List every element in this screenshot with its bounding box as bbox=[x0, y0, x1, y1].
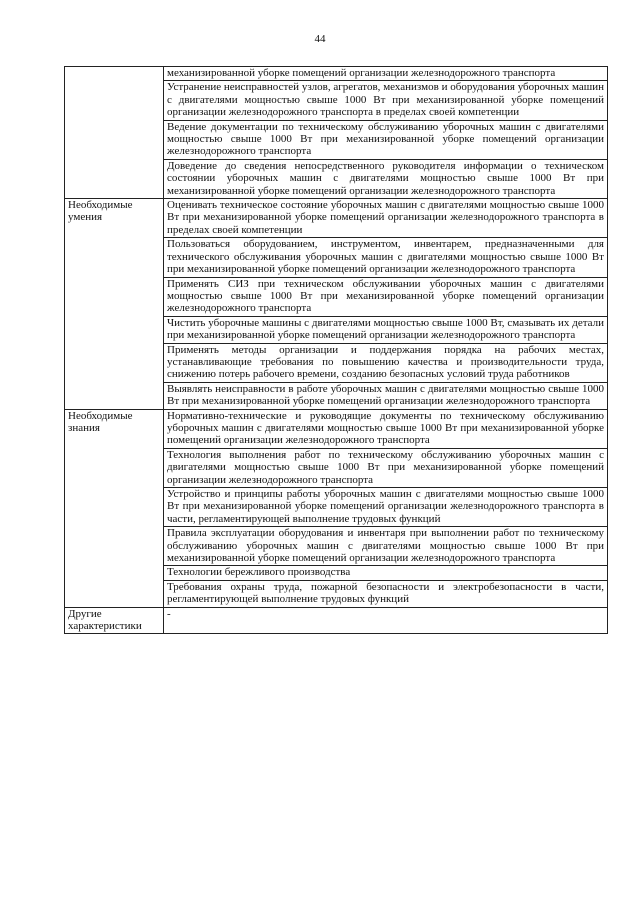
row-text: Технологии бережливого производства bbox=[164, 566, 608, 580]
page-number: 44 bbox=[314, 33, 326, 45]
row-text: Доведение до сведения непосредственного руководителя информации о техническом состоянии уборочных машин с двигателями мощностью свыше 1000 Вт при механизированной уборке помещений организации железнодорожного транспорта bbox=[164, 159, 608, 198]
row-text: Оценивать техническое состояние уборочных машин с двигателями мощностью свыше 1000 Вт при механизированной уборке помещений организации железнодорожного транспорта в пределах своей компетенции bbox=[164, 199, 608, 238]
row-text: Технология выполнения работ по техническому обслуживанию уборочных машин с двигателями мощностью свыше 1000 Вт при механизированной уборке помещений организации железнодорожного транспорта bbox=[164, 448, 608, 487]
table-row bbox=[65, 409, 608, 448]
row-text: - bbox=[164, 607, 608, 634]
row-label-skills: Необходимые умения bbox=[65, 199, 164, 410]
table-row bbox=[65, 607, 608, 634]
row-label-knowledge: Необходимые знания bbox=[65, 409, 164, 607]
row-text: Применять СИЗ при техническом обслуживании уборочных машин с двигателями мощностью свыше 1000 Вт при механизированной уборке помещений организации железнодорожного транспорта bbox=[164, 277, 608, 316]
row-text: Устранение неисправностей узлов, агрегатов, механизмов и оборудования уборочных машин с двигателями мощностью свыше 1000 Вт при механизированной уборке помещений организации железнодорожного транспорта в пределах своей компетенции bbox=[164, 81, 608, 120]
table-row bbox=[65, 199, 608, 238]
row-text: Устройство и принципы работы уборочных машин с двигателями мощностью свыше 1000 Вт при механизированной уборке помещений организации железнодорожного транспорта в части, регламентирующей выполнение трудовых функций bbox=[164, 488, 608, 527]
qualification-table bbox=[64, 66, 608, 634]
row-text: Пользоваться оборудованием, инструментом, инвентарем, предназначенными для технического обслуживания уборочных машин с двигателями мощностью свыше 1000 Вт при механизированной уборке помещений организации железнодорожного транспорта bbox=[164, 238, 608, 277]
row-text: Чистить уборочные машины с двигателями мощностью свыше 1000 Вт, смазывать их детали при механизированной уборке помещений организации железнодорожного транспорта bbox=[164, 316, 608, 343]
row-text: Требования охраны труда, пожарной безопасности и электробезопасности в части, регламентирующей выполнение трудовых функций bbox=[164, 580, 608, 607]
row-text: Нормативно-технические и руководящие документы по техническому обслуживанию уборочных машин с двигателями мощностью свыше 1000 Вт при механизированной уборке помещений организации железнодорожного транспорта bbox=[164, 409, 608, 448]
table-row bbox=[65, 67, 608, 81]
row-text: Правила эксплуатации оборудования и инвентаря при выполнении работ по техническому обслуживанию уборочных машин с двигателями мощностью свыше 1000 Вт при механизированной уборке помещений организации железнодорожного транспорта bbox=[164, 527, 608, 566]
row-label bbox=[65, 67, 164, 199]
row-text: Ведение документации по техническому обслуживанию уборочных машин с двигателями мощностью свыше 1000 Вт при механизированной уборке помещений организации железнодорожного транспорта bbox=[164, 120, 608, 159]
row-text: Применять методы организации и поддержания порядка на рабочих местах, устанавливающие требования по повышению качества и производительности труда, снижению потерь рабочего времени, созданию безопасных условий труда работников bbox=[164, 343, 608, 382]
row-label-other: Другие характеристики bbox=[65, 607, 164, 634]
row-text: механизированной уборке помещений организации железнодорожного транспорта bbox=[164, 67, 608, 81]
row-text: Выявлять неисправности в работе уборочных машин с двигателями мощностью свыше 1000 Вт при механизированной уборке помещений организации железнодорожного транспорта bbox=[164, 382, 608, 409]
